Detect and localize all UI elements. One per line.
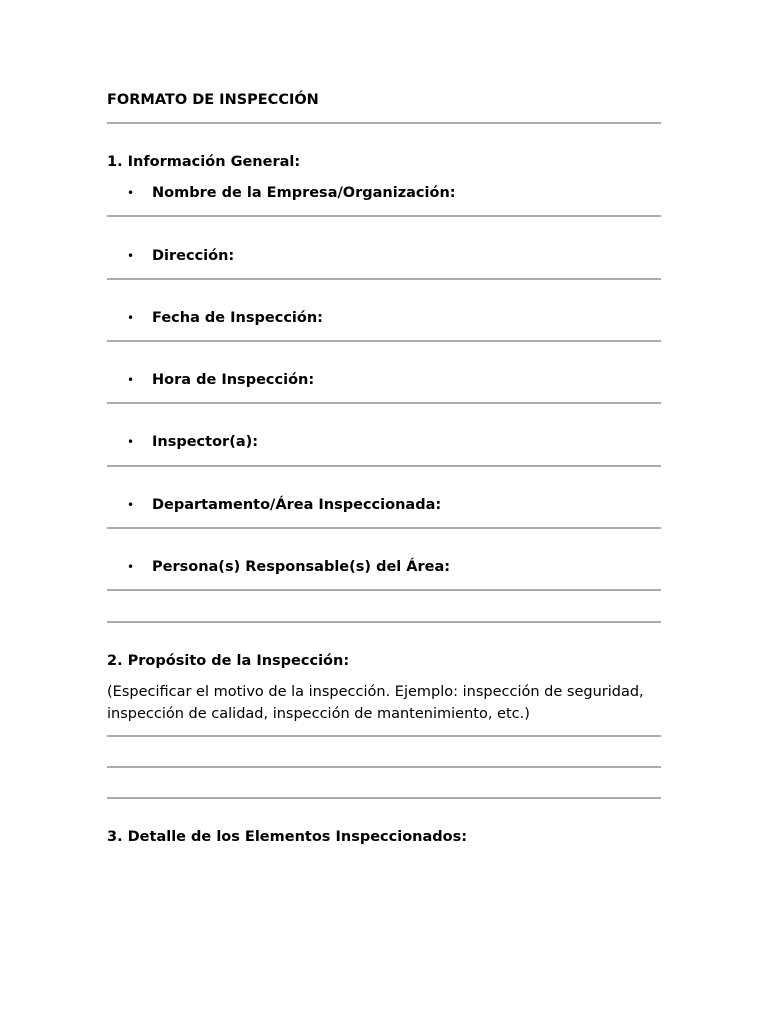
- field-inspector: [107, 433, 661, 451]
- field-label: Dirección:: [152, 248, 235, 264]
- field-label: Fecha de Inspección:: [152, 310, 323, 326]
- field-label: Nombre de la Empresa/Organización:: [152, 185, 456, 201]
- document-title: FORMATO DE INSPECCIÓN: [107, 92, 319, 108]
- title-divider: [107, 122, 661, 124]
- inspector-answer-line[interactable]: [107, 465, 661, 467]
- bullet-icon: •: [127, 498, 135, 512]
- field-company-name: [107, 184, 661, 202]
- section-inspected-elements-heading: 3. Detalle de los Elementos Inspeccionados:: [107, 829, 468, 845]
- field-label: Inspector(a):: [152, 434, 259, 450]
- purpose-answer-line-2[interactable]: [107, 766, 661, 768]
- bullet-icon: •: [127, 249, 135, 263]
- company-name-answer-line[interactable]: [107, 215, 661, 217]
- inspection-date-answer-line[interactable]: [107, 340, 661, 342]
- section-purpose-heading: 2. Propósito de la Inspección:: [107, 653, 350, 669]
- bullet-icon: •: [127, 560, 135, 574]
- field-label: Hora de Inspección:: [152, 372, 315, 388]
- field-inspection-time: [107, 371, 661, 389]
- address-answer-line[interactable]: [107, 278, 661, 280]
- bullet-icon: •: [127, 435, 135, 449]
- field-department-area: [107, 496, 661, 514]
- responsible-persons-answer-line[interactable]: [107, 589, 661, 591]
- purpose-answer-line-3[interactable]: [107, 797, 661, 799]
- section1-end-divider: [107, 621, 661, 623]
- inspection-time-answer-line[interactable]: [107, 402, 661, 404]
- purpose-description: (Especificar el motivo de la inspección. Ejemplo: inspección de seguridad, inspección de calidad, inspección de mantenimiento, etc.): [107, 684, 644, 722]
- section-general-info-heading: 1. Información General:: [107, 154, 301, 170]
- field-address: [107, 247, 661, 265]
- field-inspection-date: [107, 309, 661, 327]
- bullet-icon: •: [127, 373, 135, 387]
- field-label: Persona(s) Responsable(s) del Área:: [152, 559, 451, 575]
- bullet-icon: •: [127, 186, 135, 200]
- field-responsible-persons: [107, 558, 661, 576]
- department-area-answer-line[interactable]: [107, 527, 661, 529]
- purpose-answer-line-1[interactable]: [107, 735, 661, 737]
- bullet-icon: •: [127, 311, 135, 325]
- field-label: Departamento/Área Inspeccionada:: [152, 497, 442, 513]
